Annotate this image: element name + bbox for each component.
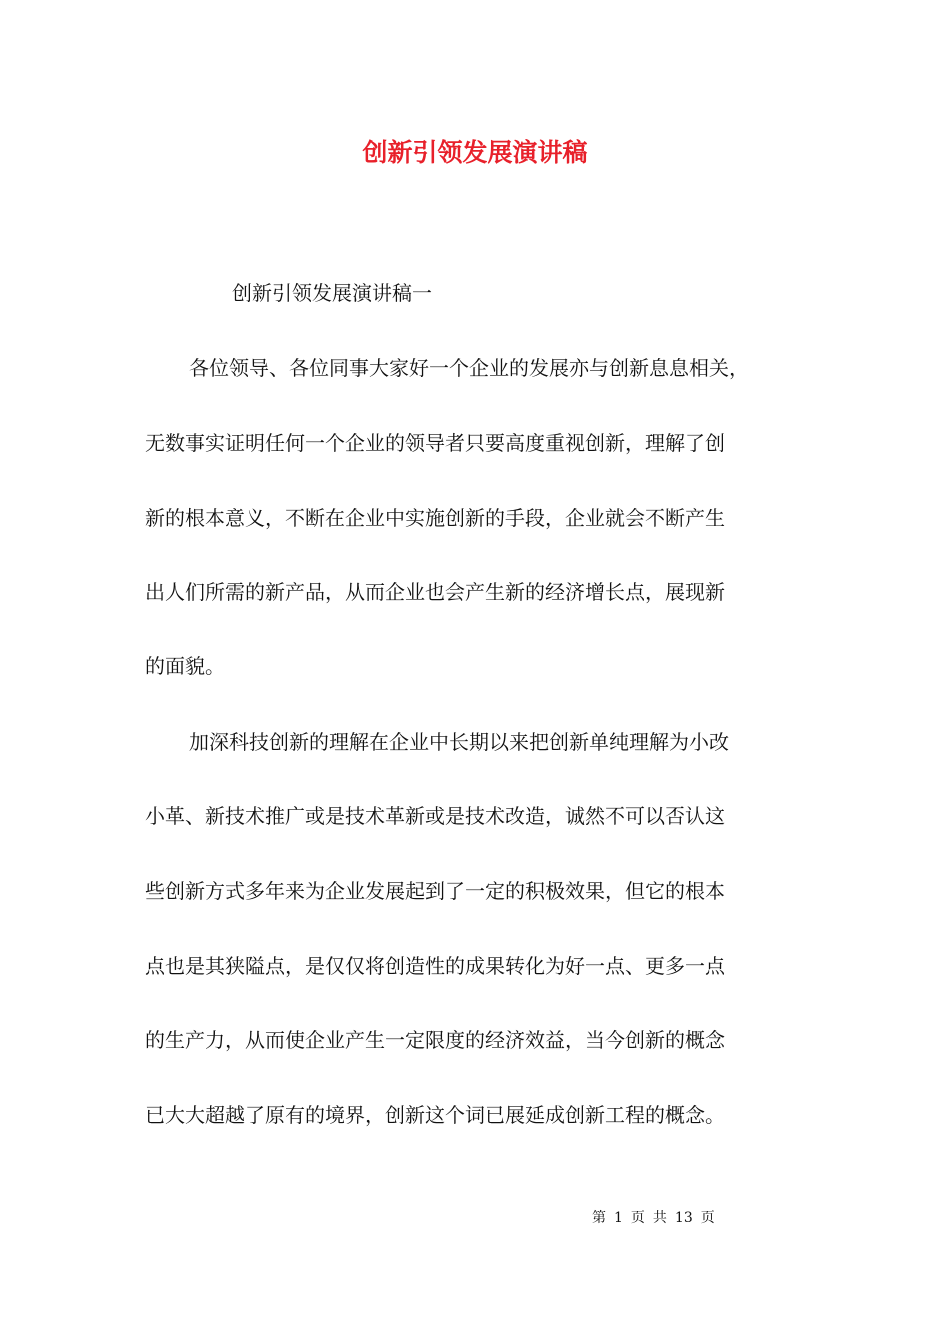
footer-ye: 页 xyxy=(630,1210,645,1226)
footer-gong: 共 xyxy=(652,1210,667,1226)
footer-total-pages: 13 xyxy=(674,1210,693,1226)
page-footer xyxy=(592,1208,715,1228)
paragraph-1-line-4: 出人们所需的新产品，从而企业也会产生新的经济增长点，展现新 xyxy=(145,580,725,604)
paragraph-2-line-6: 已大大超越了原有的境界，创新这个词已展延成创新工程的概念。 xyxy=(145,1103,725,1127)
paragraph-2-line-5: 的生产力，从而使企业产生一定限度的经济效益，当今创新的概念 xyxy=(145,1028,725,1052)
paragraph-1-line-5: 的面貌。 xyxy=(145,654,225,678)
footer-ye-2: 页 xyxy=(700,1210,715,1226)
section-subtitle: 创新引领发展演讲稿一 xyxy=(232,281,432,305)
footer-di: 第 xyxy=(592,1210,606,1226)
footer-page-number: 1 xyxy=(614,1210,623,1226)
paragraph-2-line-2: 小革、新技术推广或是技术革新或是技术改造，诚然不可以否认这 xyxy=(145,804,725,828)
paragraph-2-line-1: 加深科技创新的理解在企业中长期以来把创新单纯理解为小改 xyxy=(189,730,729,754)
paragraph-1-line-3: 新的根本意义，不断在企业中实施创新的手段，企业就会不断产生 xyxy=(145,506,725,530)
paragraph-2-line-4: 点也是其狭隘点，是仅仅将创造性的成果转化为好一点、更多一点 xyxy=(145,954,725,978)
paragraph-2-line-3: 些创新方式多年来为企业发展起到了一定的积极效果，但它的根本 xyxy=(145,879,725,903)
paragraph-1-line-2: 无数事实证明任何一个企业的领导者只要高度重视创新，理解了创 xyxy=(145,431,725,455)
document-title: 创新引领发展演讲稿 xyxy=(362,138,588,167)
paragraph-1-line-1: 各位领导、各位同事大家好一个企业的发展亦与创新息息相关， xyxy=(189,356,749,380)
